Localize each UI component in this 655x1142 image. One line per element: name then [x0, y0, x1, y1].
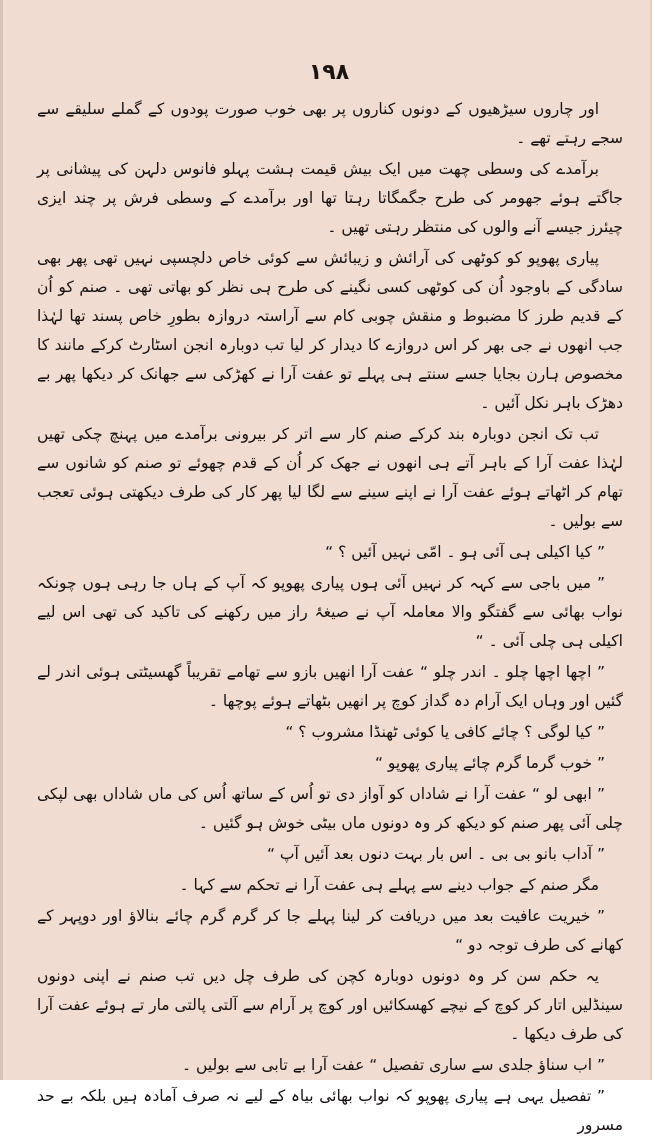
dialogue-line: ” تفصیل یہی ہے پیاری پھوپو کہ نواب بھائی بیاہ کے لیے نہ صرف آمادہ ہیں بلکہ بے حد مسرور — [37, 1087, 623, 1134]
dialogue-line: ” میں باجی سے کہہ کر نہیں آئی ہوں پیاری پھوپو کہ آپ کے ہاں جا رہی ہوں چونکہ نواب بھائی سے گفتگو والا معاملہ آپ نے صیغۂ راز میں رکھنے کی تاکید کی تھی اس لیے اکیلی ہی چلی آئی ۔ “ — [37, 574, 623, 650]
dialogue-line: ” خوب گرما گرم چائے پیاری پھوپو “ — [374, 754, 605, 772]
page-text — [37, 95, 623, 1142]
page-number: ۱۹۸ — [308, 60, 350, 85]
paragraph: پیاری پھوپو کو کوٹھی کی آرائش و زیبائش سے کوئی خاص دلچسپی نہیں تھی پھر بھی سادگی کے باوجود اُن کی کوٹھی کسی نگینے کی طرح ہی نظر کو بھاتی تھی ۔ صنم کو اُن کے قدیم طرز کا مضبوط و منقش چوبی کام سے آراستہ دروازہ بطورِ خاص پسند تھا لہٰذا جب انھوں نے جی بھر کر اس دروازے کا دیدار کر لیا تب دوبارہ انجن اسٹارٹ کرکے مانند کا مخصوص ہارن بجایا جسے سنتے ہی پہلے تو عفت آرا نے کھڑکی سے جھانک کر دیکھا پھر بے دھڑک باہر نکل آئیں ۔ — [37, 249, 623, 412]
dialogue-line: ” اچھا اچھا چلو ۔ اندر چلو “ عفت آرا انھیں بازو سے تھامے تقریباً گھسیٹتی ہوئی اندر لے گئیں اور وہاں ایک آرام دہ گداز کوچ پر انھیں بٹھاتے ہوئے پوچھا ۔ — [37, 663, 623, 710]
dialogue-line: ” خیریت عافیت بعد میں دریافت کر لینا پہلے جا کر گرم گرم چائے بنالاؤ اور دوپہر کے کھانے کی طرف توجہ دو “ — [37, 907, 623, 954]
paragraph: اور چاروں سیڑھیوں کے دونوں کناروں پر بھی خوب صورت پودوں کے گملے سلیقے سے سجے رہتے تھے ۔ — [37, 100, 623, 147]
paragraph: تب تک انجن دوبارہ بند کرکے صنم کار سے اتر کر بیرونی برآمدے میں پہنچ چکی تھیں لہٰذا عفت آرا کے باہر آتے ہی انھوں نے جھک کر اُن کے قدم چھوئے تو صنم کو شانوں سے تھام کر اٹھاتے ہوئے عفت آرا نے اپنے سینے سے لگا لیا پھر کار کی طرف دیکھتی ہوئی تعجب سے بولیں ۔ — [37, 425, 623, 530]
paragraph: برآمدے کی وسطی چھت میں ایک بیش قیمت ہشت پہلو فانوس دلہن کی پیشانی پر جاگتے ہوئے جھومر کی طرح جگمگاتا رہتا تھا اور برآمدے کے وسطی فرش پر چند ایزی چیئرز جیسے آنے والوں کی منتظر رہتی تھیں ۔ — [37, 160, 623, 236]
dialogue-line: ” اب سناؤ جلدی سے ساری تفصیل “ عفت آرا بے تابی سے بولیں ۔ — [182, 1056, 605, 1074]
dialogue-line: ” کیا لوگی ؟ چائے کافی یا کوئی ٹھنڈا مشروب ؟ “ — [285, 723, 605, 741]
paragraph: مگر صنم کے جواب دینے سے پہلے ہی عفت آرا نے تحکم سے کہا ۔ — [179, 876, 599, 894]
dialogue-line: ” کیا اکیلی ہی آئی ہو ۔ امّی نہیں آئیں ؟ “ — [325, 543, 605, 561]
paragraph: یہ حکم سن کر وہ دونوں دوبارہ کچن کی طرف چل دیں تب صنم نے اپنی دونوں سینڈلیں اتار کر کوچ کے نیچے کھسکائیں اور کوچ پر آرام سے آلتی پالتی مار تے ہوئے عفت آرا کی طرف دیکھا ۔ — [37, 967, 623, 1043]
dialogue-line: ” آداب بانو بی بی ۔ اس بار بہت دنوں بعد آئیں آپ “ — [266, 845, 605, 863]
dialogue-line: ” ابھی لو “ عفت آرا نے شاداں کو آواز دی تو اُس کے ساتھ اُس کی ماں شاداں بھی لپکی چلی آئی پھر صنم کو دیکھ کر وہ دونوں ماں بیٹی خوش ہو گئیں ۔ — [37, 785, 623, 832]
